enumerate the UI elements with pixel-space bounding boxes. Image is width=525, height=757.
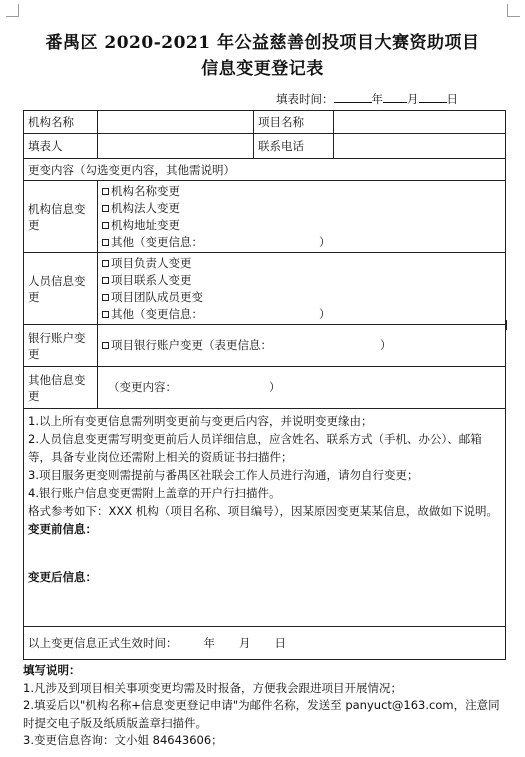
option-close: ） (380, 338, 392, 352)
table-row (24, 253, 506, 325)
org-name-field[interactable] (98, 111, 254, 134)
content-label: （变更内容： (108, 380, 177, 394)
option-label: 其他（变更信息： (111, 306, 203, 321)
org-name-label: 机构名称 (24, 111, 98, 134)
option-bank-account-change[interactable] (102, 337, 501, 354)
checkbox-icon[interactable] (102, 239, 109, 246)
contact-phone-field[interactable] (334, 134, 506, 159)
option-label: 项目团队成员更变 (111, 289, 203, 304)
staff-change-label: 人员信息变更 (24, 253, 98, 325)
note-2: 2.人员信息变更需写明变更前后人员详细信息，应含姓名、联系方式（手机、办公）、邮箱等，具备专业岗位还需附上相关的资质证书扫描件； (28, 432, 482, 464)
option-team-member-change[interactable] (102, 289, 501, 306)
filling-instructions (23, 662, 503, 750)
fill-year-unit: 年 (371, 92, 383, 106)
fill-year-blank[interactable] (334, 90, 372, 103)
instructions-heading: 填写说明： (23, 663, 81, 677)
staff-change-options (98, 253, 506, 325)
margin-corner-top-left (6, 4, 19, 17)
change-content-header: 更变内容（勾选变更内容，其他需说明） (24, 159, 506, 181)
format-reference: 格式参考如下：XXX 机构（项目名称、项目编号），因某原因变更某某信息，故做如下说明。 (28, 504, 499, 518)
project-name-label: 项目名称 (254, 111, 334, 134)
option-org-address-change[interactable] (102, 217, 501, 234)
org-change-label: 机构信息变更 (24, 181, 98, 253)
checkbox-icon[interactable] (102, 277, 109, 284)
document-title: 番禺区 2020-2021 年公益慈善创投项目大赛资助项目 (45, 33, 480, 53)
table-row (24, 159, 506, 181)
option-close: ） (319, 306, 331, 321)
checkbox-icon[interactable] (102, 188, 109, 195)
option-org-name-change[interactable] (102, 183, 501, 200)
fill-date (276, 90, 458, 107)
bank-change-label: 银行账户变更 (24, 325, 98, 367)
cursor-mark (506, 320, 507, 330)
checkbox-icon[interactable] (102, 311, 109, 318)
option-staff-other[interactable] (102, 306, 501, 323)
table-row (24, 325, 506, 367)
before-change-label: 变更前信息： (28, 522, 97, 536)
option-org-other[interactable] (102, 234, 501, 251)
instruction-line-2: 2.填妥后以"机构名称+信息变更登记申请"为邮件名称，发送至 panyuct@163.com，注意同时提交电子版及纸质版盖章扫描件。 (23, 698, 500, 730)
fill-date-label: 填表时间： (276, 92, 334, 106)
before-change-field[interactable] (28, 538, 501, 568)
option-label: 项目银行账户变更（表更信息： (111, 338, 272, 352)
filler-label: 填表人 (24, 134, 98, 159)
project-name-field[interactable] (334, 111, 506, 134)
table-row (24, 409, 506, 627)
fill-month-blank[interactable] (383, 90, 407, 103)
fill-month-unit: 月 (407, 92, 419, 106)
checkbox-icon[interactable] (102, 260, 109, 267)
option-org-legal-change[interactable] (102, 200, 501, 217)
table-row (24, 181, 506, 253)
contact-phone-label: 联系电话 (254, 134, 334, 159)
checkbox-icon[interactable] (102, 222, 109, 229)
document-subtitle: 信息变更登记表 (201, 59, 324, 79)
fill-day-unit: 日 (446, 92, 458, 106)
option-close: ） (319, 234, 331, 249)
effective-month-unit: 月 (239, 636, 251, 650)
content-close: ） (269, 380, 281, 394)
table-row (24, 367, 506, 409)
change-registration-table (23, 110, 506, 660)
effective-date-cell (24, 627, 506, 660)
checkbox-icon[interactable] (102, 294, 109, 301)
bank-change-options (98, 325, 506, 367)
note-1: 1.以上所有变更信息需列明变更前与变更后内容，并说明变更缘由； (28, 414, 373, 428)
option-label: 项目负责人变更 (111, 255, 192, 270)
table-row (24, 111, 506, 134)
fill-day-blank[interactable] (419, 90, 447, 103)
note-3: 3.项目服务更变则需提前与番禺区社联会工作人员进行沟通，请勿自行变更； (28, 468, 419, 482)
note-4: 4.银行账户信息变更需附上盖章的开户行扫描件。 (28, 486, 281, 500)
org-change-options (98, 181, 506, 253)
checkbox-icon[interactable] (102, 205, 109, 212)
effective-day-unit: 日 (274, 636, 286, 650)
checkbox-icon[interactable] (102, 342, 109, 349)
notes-cell (24, 409, 506, 627)
other-change-content (98, 367, 506, 409)
option-label: 其他（变更信息： (111, 234, 203, 249)
option-label: 机构地址变更 (111, 217, 180, 232)
filler-field[interactable] (98, 134, 254, 159)
effective-date-label: 以上变更信息正式生效时间： (28, 636, 178, 650)
option-label: 项目联系人变更 (111, 272, 192, 287)
other-change-label: 其他信息变更 (24, 367, 98, 409)
effective-year-unit: 年 (203, 636, 215, 650)
table-row (24, 134, 506, 159)
instruction-line-3: 3.变更信息咨询：文小姐 84643606； (23, 733, 223, 747)
margin-corner-top-right (507, 4, 520, 17)
option-label: 机构名称变更 (111, 183, 180, 198)
option-project-leader-change[interactable] (102, 255, 501, 272)
table-row (24, 627, 506, 660)
option-label: 机构法人变更 (111, 200, 180, 215)
after-change-label: 变更后信息： (28, 570, 97, 584)
option-project-contact-change[interactable] (102, 272, 501, 289)
instruction-line-1: 1.凡涉及到项目相关事项变更均需及时报备，方便我会跟进项目开展情况； (23, 680, 402, 695)
